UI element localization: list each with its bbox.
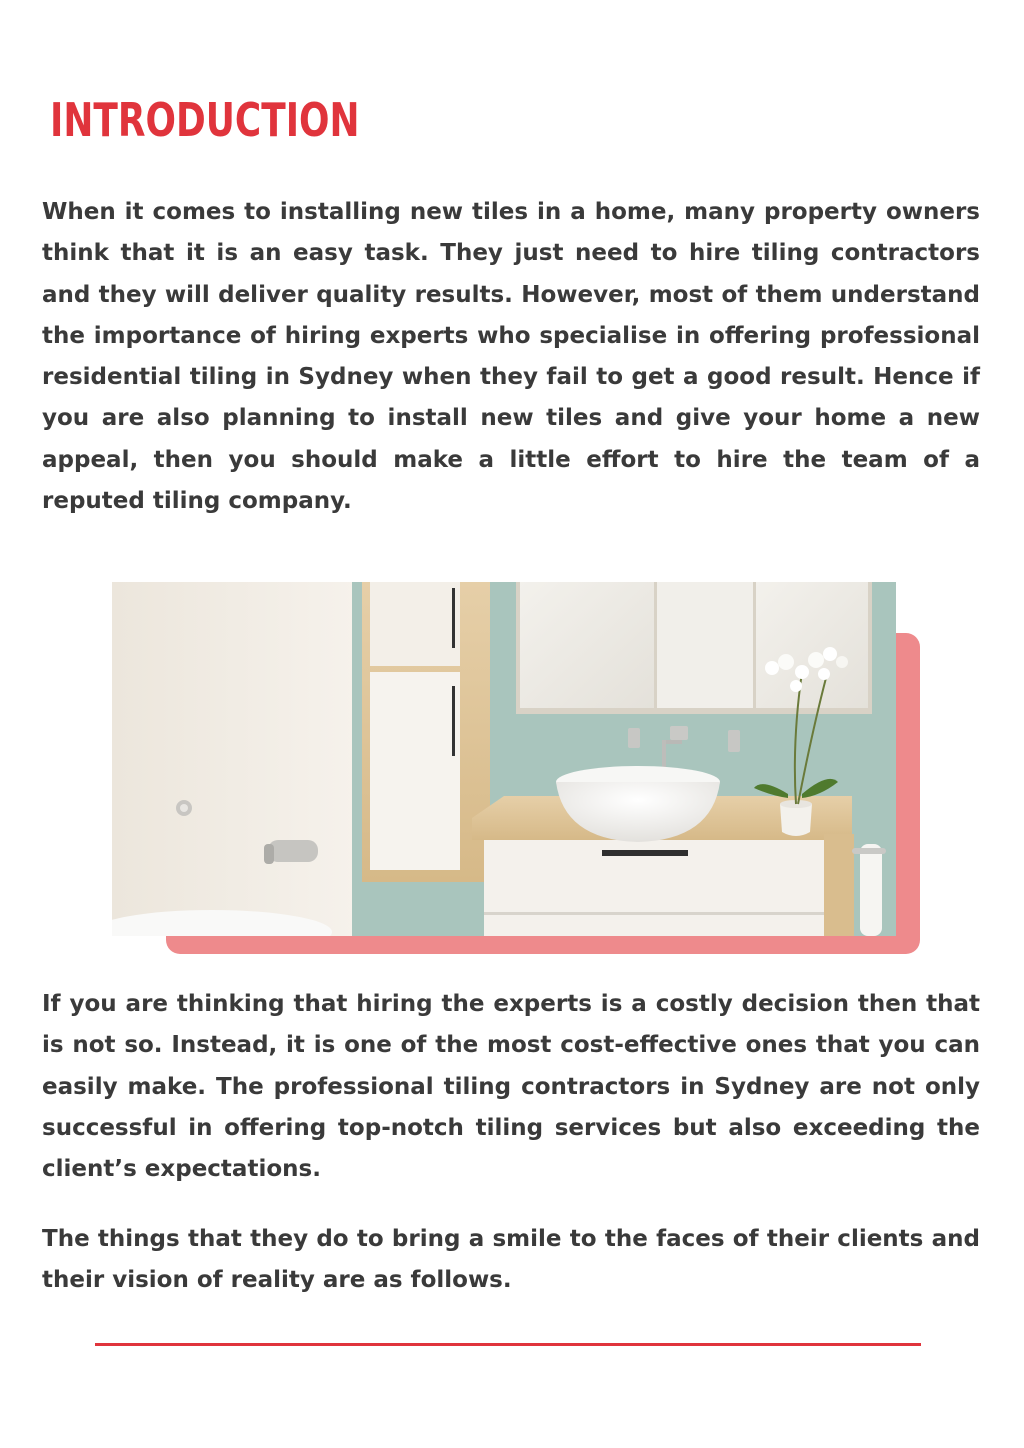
follows-paragraph: The things that they do to bring a smile to the faces of their clients and their vision of reality are as follows. (42, 1226, 980, 1294)
footer-divider (95, 1343, 921, 1346)
bathroom-figure (112, 582, 920, 954)
cost-paragraph: If you are thinking that hiring the experts is a costly decision then that is not so. Instead, it is one of the most cost-effective ones that you can easily make. The professional tiling contractors in Sydney are not only successful in offering top-notch tiling services but also exceeding the client’s expectations. (42, 991, 980, 1183)
bathroom-photo (112, 582, 896, 936)
intro-paragraph: When it comes to installing new tiles in a home, many property owners think that it is an easy task. They just need to hire tiling contractors and they will deliver quality results. However, most of them understand the importance of hiring experts who specialise in offering professional residential tiling in Sydney when they fail to get a good result. Hence if you are also planning to install new tiles and give your home a new appeal, then you should make a little effort to hire the team of a reputed tiling company. (42, 199, 980, 515)
page-title: INTRODUCTION (50, 93, 360, 147)
